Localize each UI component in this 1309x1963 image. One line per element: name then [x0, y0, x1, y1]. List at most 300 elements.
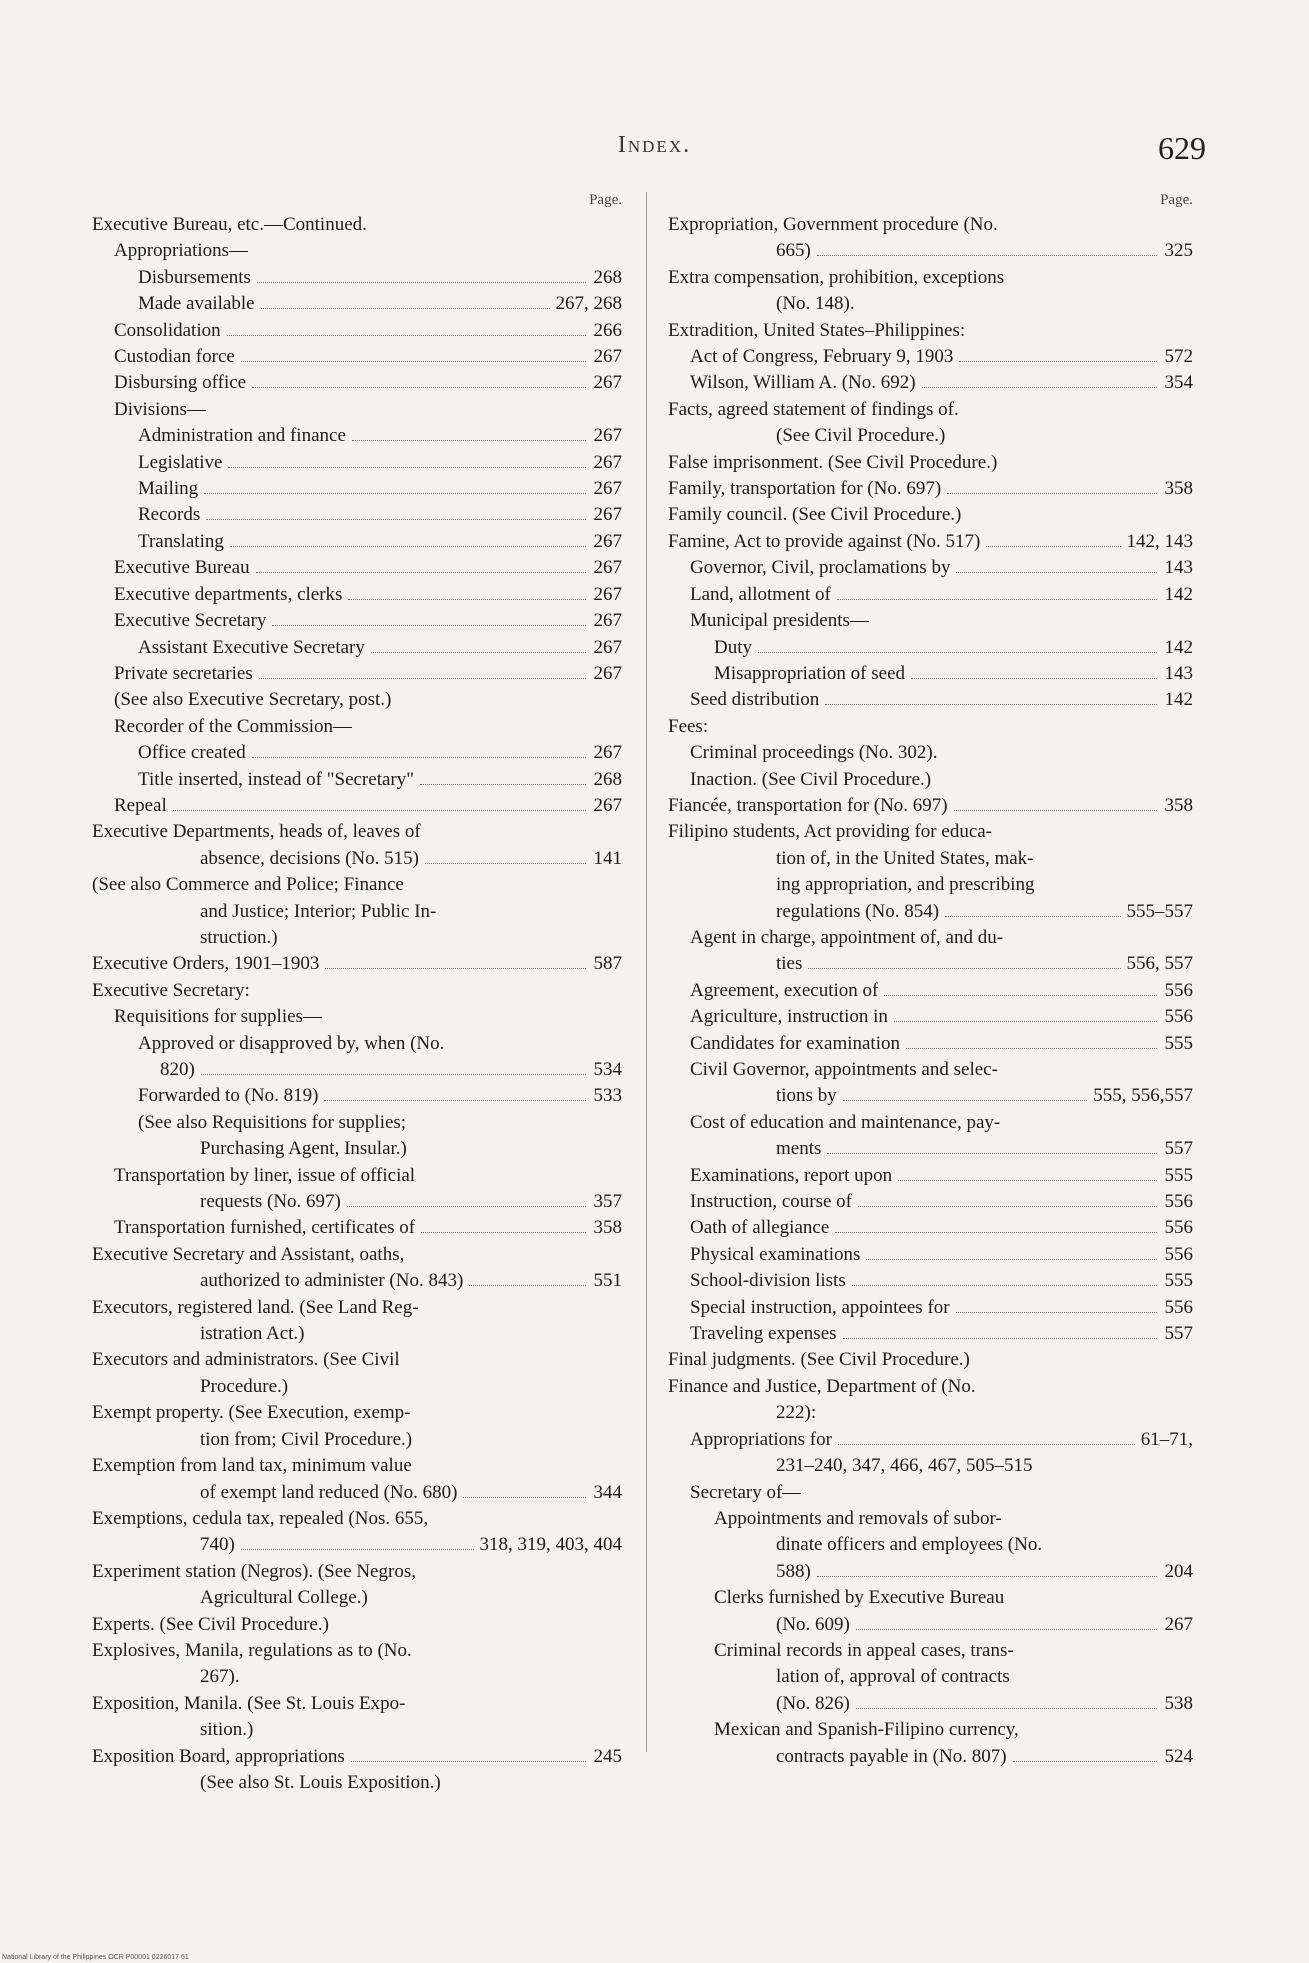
index-entry-page: 142, 143: [1126, 530, 1193, 552]
dot-leader: [866, 1259, 1157, 1260]
index-entry: [668, 1585, 1193, 1611]
index-entry: [92, 370, 622, 396]
index-entry: [668, 450, 1193, 476]
index-entry: [92, 1453, 622, 1479]
index-entry: [92, 1638, 622, 1664]
index-entry-text: Facts, agreed statement of findings of.: [668, 398, 959, 420]
index-entry-text: Family, transportation for (No. 697): [668, 478, 942, 500]
index-entry: [92, 1427, 622, 1453]
page-column-label: Page.: [1160, 192, 1193, 208]
index-entry: [668, 1268, 1193, 1294]
index-entry-text: authorized to administer (No. 843): [200, 1270, 464, 1292]
dot-leader: [425, 863, 586, 864]
index-entry-page: 533: [593, 1085, 622, 1107]
index-entry-text: Executive Orders, 1901–1903: [92, 953, 320, 975]
index-entry-page: 551: [593, 1270, 622, 1292]
index-entry: [92, 397, 622, 423]
index-entry: [92, 1110, 622, 1136]
index-entry-text: ties: [776, 953, 803, 975]
dot-leader: [272, 625, 586, 626]
index-entry: [92, 714, 622, 740]
dot-leader: [959, 361, 1157, 362]
index-entry-text: 267).: [200, 1666, 240, 1688]
index-entry-page: 557: [1164, 1138, 1193, 1160]
index-entry-text: Oath of allegiance: [690, 1217, 830, 1239]
index-entry-page: 325: [1164, 240, 1193, 262]
index-entry-text: Experts. (See Civil Procedure.): [92, 1613, 329, 1635]
index-entry-text: and Justice; Interior; Public In-: [200, 900, 437, 922]
index-entry-text: sition.): [200, 1719, 254, 1741]
index-entry: [668, 318, 1193, 344]
index-entry: [92, 238, 622, 264]
index-entry-page: 555: [1164, 1032, 1193, 1054]
index-entry: [668, 1691, 1193, 1717]
index-entry: [92, 635, 622, 661]
index-entry-page: 141: [593, 847, 622, 869]
dot-leader: [922, 387, 1157, 388]
dot-leader: [241, 1549, 474, 1550]
index-entry-text: Executive Bureau, etc.—Continued.: [92, 214, 367, 235]
index-entry-text: Municipal presidents—: [690, 610, 869, 632]
index-entry-page: 267: [593, 451, 622, 473]
index-entry-page: 318, 319, 403, 404: [479, 1534, 622, 1556]
index-entry-text: Records: [138, 504, 201, 526]
dot-leader: [371, 652, 586, 653]
index-entry-page: 268: [593, 768, 622, 790]
index-entry-page: 267: [593, 583, 622, 605]
dot-leader: [252, 757, 586, 758]
index-entry: [668, 1612, 1193, 1638]
index-entry-page: 142: [1164, 583, 1193, 605]
index-entry-text: Explosives, Manila, regulations as to (No.: [92, 1639, 412, 1661]
index-entry: [668, 265, 1193, 291]
dot-leader: [324, 1100, 586, 1101]
column-divider: [646, 192, 647, 1752]
index-entry: [92, 1374, 622, 1400]
index-entry: [668, 608, 1193, 634]
index-entry: [668, 1480, 1193, 1506]
index-entry: [668, 370, 1193, 396]
index-entry: [668, 1189, 1193, 1215]
index-entry-text: Translating: [138, 530, 224, 552]
dot-leader: [911, 678, 1157, 679]
dot-leader: [906, 1048, 1157, 1049]
index-entry-text: 222):: [776, 1402, 817, 1424]
index-entry-page: 538: [1164, 1692, 1193, 1714]
index-entry-page: 267, 268: [555, 293, 622, 315]
dot-leader: [758, 652, 1157, 653]
index-entry: [92, 951, 622, 977]
index-entry: [92, 872, 622, 898]
index-entry: [668, 1083, 1193, 1109]
index-entry: [668, 1374, 1193, 1400]
index-entry-text: Duty: [714, 636, 752, 658]
index-entry-text: Divisions—: [114, 398, 206, 420]
index-entry: [92, 344, 622, 370]
index-entry-text: Exemption from land tax, minimum value: [92, 1455, 412, 1477]
index-entry: [668, 555, 1193, 581]
index-entry: [668, 1506, 1193, 1532]
dot-leader: [956, 572, 1157, 573]
index-entry-text: Expropriation, Government procedure (No.: [668, 214, 998, 235]
index-entry: [668, 1136, 1193, 1162]
index-entry-text: Consolidation: [114, 319, 221, 341]
index-entry-text: Instruction, course of: [690, 1191, 852, 1213]
index-entry: [668, 1057, 1193, 1083]
index-entry-text: Governor, Civil, proclamations by: [690, 557, 951, 579]
index-entry-page: 267: [593, 662, 622, 684]
index-entry-page: 266: [593, 319, 622, 341]
index-entry: [92, 1295, 622, 1321]
index-entry-page: 556: [1164, 1191, 1193, 1213]
index-entry-page: 267: [1164, 1613, 1193, 1635]
index-entry: [92, 1031, 622, 1057]
index-entry: [668, 1638, 1193, 1664]
index-entry: [92, 1585, 622, 1611]
dot-leader: [956, 1312, 1157, 1313]
index-entry: [668, 714, 1193, 740]
index-entry-text: Criminal proceedings (No. 302).: [690, 742, 938, 764]
index-entry-text: (See also Commerce and Police; Finance: [92, 874, 404, 896]
index-entry-text: Disbursements: [138, 266, 251, 288]
index-entry: [92, 450, 622, 476]
index-entry-page: 267: [593, 636, 622, 658]
index-entry-text: Executive Secretary:: [92, 979, 250, 1001]
index-entry: [92, 661, 622, 687]
index-entry-text: (No. 148).: [776, 293, 855, 315]
dot-leader: [1013, 1761, 1157, 1762]
index-entry-text: Executors, registered land. (See Land Reg-: [92, 1296, 419, 1318]
index-entry-text: Agent in charge, appointment of, and du-: [690, 926, 1004, 948]
index-entry-text: contracts payable in (No. 807): [776, 1745, 1007, 1767]
index-entry-text: Experiment station (Negros). (See Negros,: [92, 1560, 416, 1582]
dot-leader: [947, 493, 1157, 494]
index-entry: [92, 318, 622, 344]
index-entry: [92, 423, 622, 449]
dot-leader: [206, 519, 586, 520]
dot-leader: [856, 1629, 1157, 1630]
index-entry-text: Approved or disapproved by, when (No.: [138, 1032, 445, 1054]
index-entry-text: 588): [776, 1560, 811, 1582]
index-entry: [668, 661, 1193, 687]
index-entry-text: Recorder of the Commission—: [114, 715, 352, 737]
index-entry-text: ments: [776, 1138, 822, 1160]
index-entry: [92, 793, 622, 819]
index-entry-page: 358: [593, 1217, 622, 1239]
index-entry: [92, 925, 622, 951]
index-entry-text: Executive Bureau: [114, 557, 250, 579]
index-entry-text: Repeal: [114, 794, 167, 816]
dot-leader: [852, 1285, 1157, 1286]
index-entry-text: School-division lists: [690, 1270, 846, 1292]
index-entry-page: 267: [593, 610, 622, 632]
index-entry: [92, 767, 622, 793]
index-entry-text: tions by: [776, 1085, 837, 1107]
index-entry: [92, 476, 622, 502]
index-entry-text: Secretary of—: [690, 1481, 802, 1503]
dot-leader: [259, 678, 586, 679]
index-entry-text: Appropriations—: [114, 240, 249, 262]
index-entry: [92, 1480, 622, 1506]
index-entry-text: Mailing: [138, 478, 199, 500]
index-entry: [668, 1004, 1193, 1030]
index-entry: [92, 502, 622, 528]
index-entry-page: 267: [593, 478, 622, 500]
index-entry-page: 534: [593, 1059, 622, 1080]
index-entry-page: 555–557: [1126, 900, 1193, 922]
index-entry: [92, 1321, 622, 1347]
index-entry: [668, 1427, 1193, 1453]
index-entry-text: Executive departments, clerks: [114, 583, 343, 605]
index-column-right: [668, 192, 1193, 1770]
index-entry: [668, 1031, 1193, 1057]
dot-leader: [894, 1021, 1157, 1022]
index-entry: [92, 1664, 622, 1690]
index-entry: [668, 423, 1193, 449]
index-entry-text: Act of Congress, February 9, 1903: [690, 346, 954, 368]
index-entry-text: Appointments and removals of subor-: [714, 1507, 1002, 1529]
dot-leader: [351, 1761, 586, 1762]
index-entries-right: [668, 212, 1193, 1770]
index-entry-text: ing appropriation, and prescribing: [776, 874, 1035, 896]
dot-leader: [352, 440, 586, 441]
index-entry-page: 587: [593, 953, 622, 975]
index-entry-text: Exposition Board, appropriations: [92, 1745, 345, 1767]
dot-leader: [884, 995, 1157, 996]
index-entry-page: 358: [1164, 478, 1193, 500]
dot-leader: [898, 1180, 1157, 1181]
index-entry-page: 524: [1164, 1745, 1193, 1767]
index-entry: [92, 1215, 622, 1241]
index-entry: [92, 1691, 622, 1717]
index-entry-text: of exempt land reduced (No. 680): [200, 1481, 458, 1503]
index-entry-page: 267: [593, 425, 622, 447]
index-entry-page: 556: [1164, 979, 1193, 1001]
index-entry-text: Cost of education and maintenance, pay-: [690, 1111, 1001, 1133]
index-entry-text: Exemptions, cedula tax, repealed (Nos. 655,: [92, 1507, 429, 1529]
index-entry: [668, 925, 1193, 951]
index-entry: [92, 529, 622, 555]
index-entry: [92, 555, 622, 581]
index-entry-page: 142: [1164, 636, 1193, 658]
index-entry: [668, 793, 1193, 819]
index-entry-text: Fees:: [668, 715, 709, 737]
dot-leader: [230, 546, 586, 547]
dot-leader: [827, 1153, 1157, 1154]
index-entry: [92, 1770, 622, 1796]
index-entry-text: (See Civil Procedure.): [776, 425, 946, 447]
index-entry-page: 245: [593, 1745, 622, 1767]
index-entry-text: 820): [160, 1059, 195, 1080]
dot-leader: [228, 467, 586, 468]
index-entry-text: tion of, in the United States, mak-: [776, 847, 1034, 869]
index-entry: [92, 819, 622, 845]
index-entry-text: Fiancée, transportation for (No. 697): [668, 794, 948, 816]
index-entry-page: 267: [593, 504, 622, 526]
dot-leader: [469, 1285, 586, 1286]
index-entry-page: 556: [1164, 1296, 1193, 1318]
index-entry: [668, 1453, 1193, 1479]
page-number: 629: [1158, 130, 1206, 166]
index-entry-text: Extra compensation, prohibition, exceptions: [668, 266, 1005, 288]
index-entry: [92, 265, 622, 291]
index-entry: [668, 476, 1193, 502]
index-entry: [92, 1136, 622, 1162]
index-entry: [92, 846, 622, 872]
index-entry-text: (See also Executive Secretary, post.): [114, 689, 392, 711]
index-entry-text: Transportation furnished, certificates of: [114, 1217, 416, 1239]
index-entry-page: 267: [593, 742, 622, 764]
index-entries-left: [92, 212, 622, 1796]
index-entry: [92, 1242, 622, 1268]
index-entry-page: 267: [593, 557, 622, 579]
index-entry-page: 268: [593, 266, 622, 288]
index-entry-text: Appropriations for: [690, 1428, 832, 1450]
index-entry: [668, 1744, 1193, 1770]
index-entry-page: 142: [1164, 689, 1193, 711]
dot-leader: [204, 493, 586, 494]
index-entry-text: Extradition, United States–Philippines:: [668, 319, 966, 341]
index-entry: [668, 1295, 1193, 1321]
index-entry-text: 231–240, 347, 466, 467, 505–515: [776, 1455, 1033, 1477]
index-entry-text: tion from; Civil Procedure.): [200, 1428, 413, 1450]
index-entry-text: Exempt property. (See Execution, exemp-: [92, 1402, 411, 1424]
index-entry: [92, 1612, 622, 1638]
index-entry-text: (See also Requisitions for supplies;: [138, 1111, 407, 1133]
index-entry-text: Misappropriation of seed: [714, 662, 906, 684]
dot-leader: [843, 1100, 1088, 1101]
index-entry-page: 267: [593, 346, 622, 368]
index-entry: [92, 1347, 622, 1373]
dot-leader: [420, 784, 586, 785]
dot-leader: [256, 572, 586, 573]
index-entry-text: Legislative: [138, 451, 223, 473]
index-entry: [668, 212, 1193, 238]
index-entry: [668, 1664, 1193, 1690]
index-entry: [92, 1506, 622, 1532]
index-entry-text: Agreement, execution of: [690, 979, 879, 1001]
dot-leader: [325, 968, 586, 969]
index-entry-text: dinate officers and employees (No.: [776, 1534, 1043, 1556]
index-entry-text: (No. 826): [776, 1692, 850, 1714]
index-entry-page: 143: [1164, 557, 1193, 579]
index-entry-text: Agricultural College.): [200, 1587, 368, 1609]
dot-leader: [856, 1708, 1157, 1709]
index-entry-text: Purchasing Agent, Insular.): [200, 1138, 407, 1160]
index-entry: [92, 212, 622, 238]
index-entry: [92, 1532, 622, 1558]
index-entry: [668, 635, 1193, 661]
dot-leader: [986, 546, 1120, 547]
index-entry-text: Private secretaries: [114, 662, 253, 684]
index-entry-page: 204: [1164, 1560, 1193, 1582]
index-entry: [668, 1163, 1193, 1189]
index-entry: [668, 1347, 1193, 1373]
index-entry-page: 267: [593, 530, 622, 552]
index-entry-text: Seed distribution: [690, 689, 820, 711]
index-entry-text: (See also St. Louis Exposition.): [200, 1771, 441, 1793]
index-entry-page: 556, 557: [1126, 953, 1193, 975]
dot-leader: [348, 599, 586, 600]
index-entry-text: absence, decisions (No. 515): [200, 847, 419, 869]
index-entry-text: Family council. (See Civil Procedure.): [668, 504, 962, 526]
index-entry-text: requests (No. 697): [200, 1191, 341, 1213]
index-entry-text: 740): [200, 1534, 235, 1556]
index-entry-text: Title inserted, instead of "Secretary": [138, 768, 414, 790]
index-entry-text: Final judgments. (See Civil Procedure.): [668, 1349, 970, 1371]
index-entry: [668, 740, 1193, 766]
index-entry-page: 267: [593, 794, 622, 816]
index-entry-text: Forwarded to (No. 819): [138, 1085, 319, 1107]
index-entry: [92, 899, 622, 925]
index-entry-text: struction.): [200, 926, 278, 948]
index-entry-page: 556: [1164, 1006, 1193, 1028]
index-entry-page: 555, 556,557: [1093, 1085, 1193, 1107]
index-entry-text: Executive Departments, heads of, leaves of: [92, 821, 421, 843]
index-entry-text: Transportation by liner, issue of official: [114, 1164, 416, 1186]
index-entry-text: Disbursing office: [114, 372, 247, 394]
dot-leader: [241, 361, 586, 362]
index-entry-text: Wilson, William A. (No. 692): [690, 372, 916, 394]
index-entry: [668, 529, 1193, 555]
index-entry-page: 354: [1164, 372, 1193, 394]
dot-leader: [835, 1232, 1157, 1233]
index-entry-page: 61–71,: [1140, 1428, 1193, 1450]
index-entry: [92, 1268, 622, 1294]
index-entry: [92, 740, 622, 766]
index-entry: [668, 291, 1193, 317]
index-entry-page: 143: [1164, 662, 1193, 684]
index-entry: [668, 1532, 1193, 1558]
index-entry-text: (No. 609): [776, 1613, 850, 1635]
index-entry-text: Mexican and Spanish-Filipino currency,: [714, 1719, 1019, 1741]
index-entry-text: Office created: [138, 742, 246, 764]
dot-leader: [252, 387, 586, 388]
index-entry-text: lation of, approval of contracts: [776, 1666, 1010, 1688]
dot-leader: [945, 916, 1120, 917]
index-entry: [92, 291, 622, 317]
dot-leader: [257, 282, 586, 283]
index-entry-page: 357: [593, 1191, 622, 1213]
index-entry: [668, 899, 1193, 925]
dot-leader: [817, 1576, 1157, 1577]
index-entry-text: Examinations, report upon: [690, 1164, 893, 1186]
index-entry: [668, 238, 1193, 264]
page-column-label: Page.: [589, 192, 622, 208]
index-entry: [668, 819, 1193, 845]
index-entry-text: Finance and Justice, Department of (No.: [668, 1375, 976, 1397]
index-entry: [668, 582, 1193, 608]
index-entry: [92, 978, 622, 1004]
index-entry-text: Agriculture, instruction in: [690, 1006, 888, 1028]
index-entry: [668, 344, 1193, 370]
index-entry-text: istration Act.): [200, 1323, 305, 1345]
index-entry-text: Physical examinations: [690, 1243, 861, 1265]
index-entry-text: Civil Governor, appointments and selec-: [690, 1059, 998, 1080]
index-entry-text: Special instruction, appointees for: [690, 1296, 950, 1318]
index-entry-page: 344: [593, 1481, 622, 1503]
index-entry-text: Administration and finance: [138, 425, 346, 447]
index-entry-page: 555: [1164, 1270, 1193, 1292]
index-entry: [668, 1717, 1193, 1743]
index-entry-page: 556: [1164, 1217, 1193, 1239]
index-entry-text: Executive Secretary: [114, 610, 267, 632]
index-entry-text: Executive Secretary and Assistant, oaths,: [92, 1243, 405, 1265]
index-entry: [92, 608, 622, 634]
index-entry: [92, 1004, 622, 1030]
dot-leader: [837, 599, 1157, 600]
index-entry-text: Procedure.): [200, 1375, 289, 1397]
